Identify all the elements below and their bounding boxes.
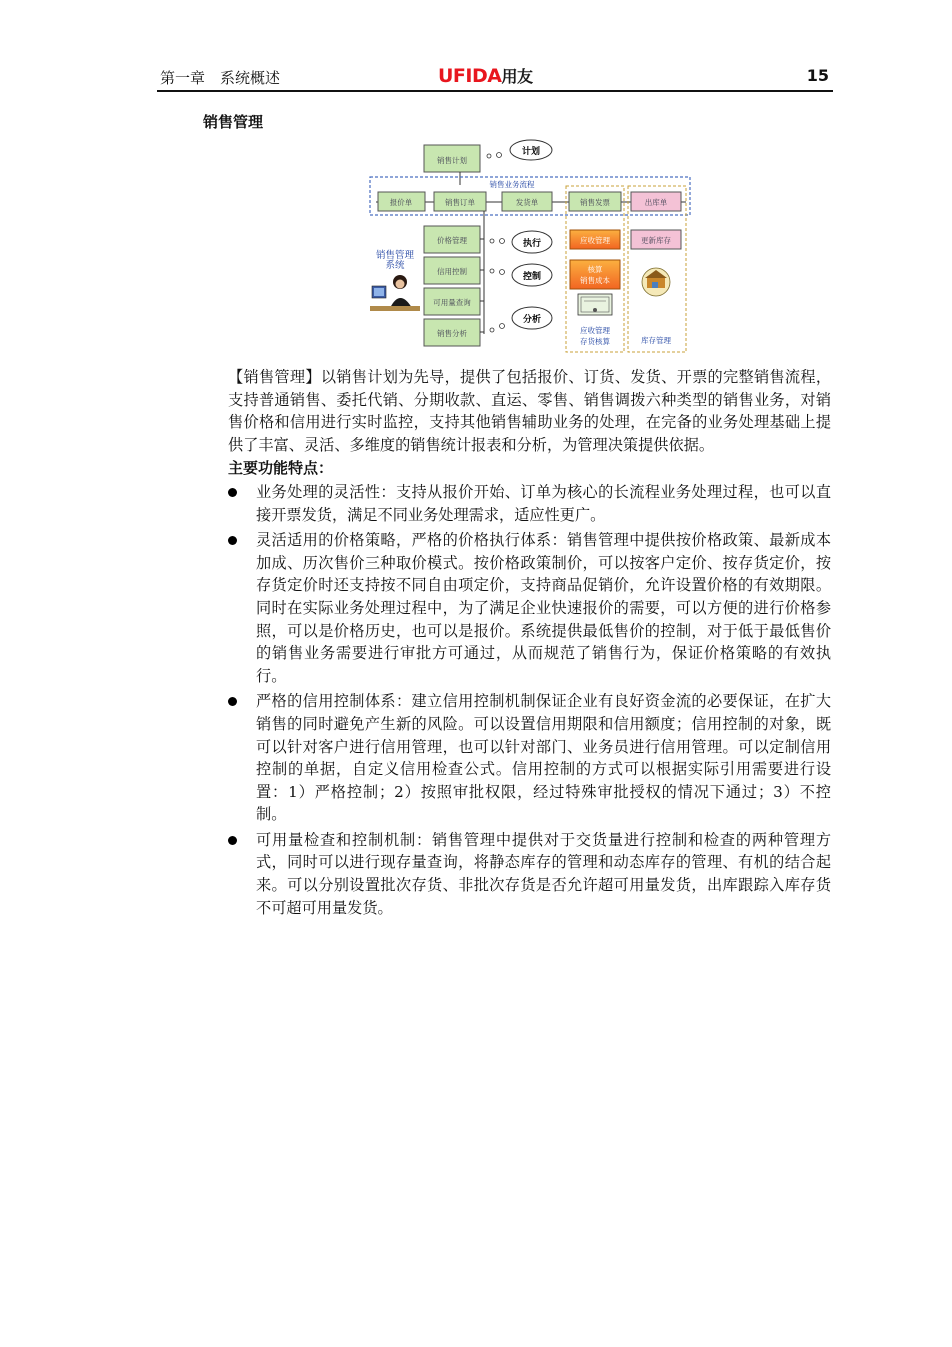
feature-text: 业务处理的灵活性：支持从报价开始、订单为核心的长流程业务处理过程，也可以直接开票发货，满足不同业务处理需求，适应性更广。 [256,482,831,524]
ar-label: 存货核算 [580,337,610,346]
flow-title: 销售业务流程 [489,180,535,189]
bullet-icon [228,836,237,845]
feature-text: 严格的信用控制体系：建立信用控制机制保证企业有良好资金流的必要保证，在扩大销售的同时避免产生新的风险。可以设置信用期限和信用额度；信用控制的对象，既可以针对客户进行信用管理，也可以针对部门、业务员进行信用管理。可以定制信用控制的单据，自定义信用检查公式。信用控制的方式可以根据实际引用需要进行设置：1）严格控制；2）按照审批权限，经过特殊审批授权的情况下通过；3）不控制。 [256,692,831,824]
system-label: 销售管理 [375,250,415,261]
section-title: 销售管理 [203,113,264,131]
cloud-dot [500,324,505,329]
cloud-label: 控制 [522,272,542,282]
bullet-icon [228,536,237,545]
ufida-logo [438,64,532,87]
cloud-dot [490,269,494,273]
cloud-dot [490,328,494,332]
feature-item [228,829,831,919]
certificate-icon [578,294,612,315]
flow-box-label: 销售发票 [580,198,610,207]
logo-cn: 用友 [501,67,533,86]
plan-cloud-label: 计划 [521,147,541,157]
receivable-label: 应收管理 [580,236,610,245]
bullet-icon [228,488,237,497]
update-stock-label: 更新库存 [641,236,671,245]
bullet-icon [228,697,237,706]
logo-brand: UFIDA [438,65,502,87]
feature-item [228,529,831,687]
cost-label: 销售成本 [580,276,610,285]
features-title: 主要功能特点： [228,459,334,478]
chapter-title: 第一章 系统概述 [160,69,281,87]
inventory-label: 库存管理 [641,336,671,345]
cloud-dot [500,270,505,275]
cost-label: 核算 [587,265,603,274]
plan-cloud-dot [487,154,491,158]
system-label: 系统 [385,260,405,271]
plan-box-label: 销售计划 [437,156,467,165]
feature-text: 灵活适用的价格策略，严格的价格执行体系：销售管理中提供按价格政策、最新成本加成、历次售价三种取价模式。按价格政策制价，可以按客户定价、按存货定价，按存货定价时还支持按不同自由项定价，支持商品促销价，允许设置价格的有效期限。同时在实际业务处理过程中，为了满足企业快速报价的需要，可以方便的进行价格参照，可以是价格历史，也可以是报价。系统提供最低售价的控制，对于低于最低售价的销售业务需要进行审批方可通过，从而规范了销售行为，保证价格策略的有效执行。 [256,531,831,685]
flow-box-label: 发货单 [515,198,539,207]
cloud-label: 执行 [522,239,542,249]
flow-box-label: 报价单 [389,198,413,207]
feature-item [228,481,831,526]
feature-text: 可用量检查和控制机制：销售管理中提供对于交货量进行控制和检查的两种管理方式，同时可以进行现存量查询，将静态库存的管理和动态库存的管理、有机的结合起来。可以分别设置批次存货、非批次存货是否允许超可用量发货，出库跟踪入库存货不可超可用量发货。 [256,830,831,917]
function-label: 销售分析 [437,329,467,338]
flow-box-label: 出库单 [644,198,668,207]
sales-management-diagram [366,138,696,354]
function-label: 可用量查询 [433,298,471,307]
body-content [228,366,831,922]
page-number: 15 [806,66,829,85]
cloud-dot [500,239,505,244]
warehouse-icon [642,268,670,296]
features-list [228,481,831,919]
function-label: 价格管理 [437,236,467,245]
function-label: 信用控制 [437,267,467,276]
operator-icon [370,275,420,311]
flow-box-label: 销售订单 [445,198,475,207]
feature-item [228,690,831,826]
intro-paragraph: 【销售管理】以销售计划为先导，提供了包括报价、订货、发货、开票的完整销售流程，支持普通销售、委托代销、分期收款、直运、零售、销售调拨六种类型的销售业务，对销售价格和信用进行实时监控，支持其他销售辅助业务的处理，在完备的业务处理基础上提供了丰富、灵活、多维度的销售统计报表和分析，为管理决策提供依据。 [228,368,831,454]
ar-label: 应收管理 [580,326,610,335]
cloud-label: 分析 [522,315,542,325]
cloud-dot [490,239,494,243]
plan-cloud-dot [497,153,502,158]
page-header [157,62,833,92]
